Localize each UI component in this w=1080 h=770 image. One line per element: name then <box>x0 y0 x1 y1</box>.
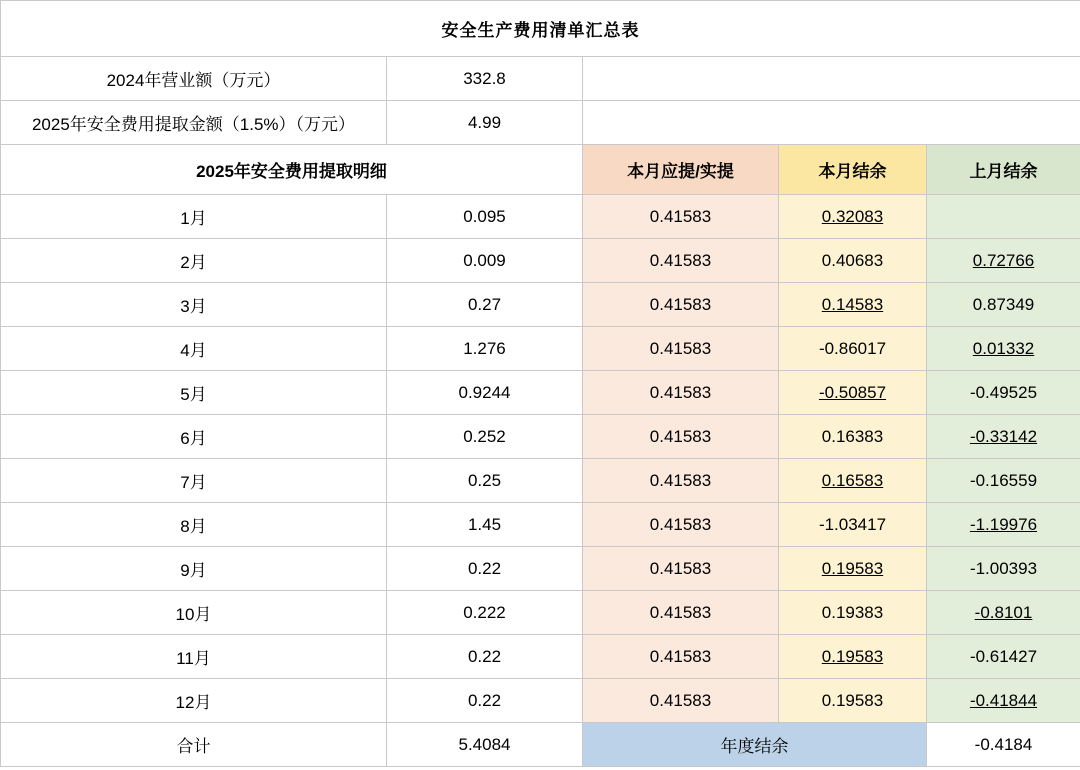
month-prev-balance <box>927 195 1080 239</box>
month-balance: 0.14583 <box>779 283 927 327</box>
month-label: 2月 <box>1 239 387 283</box>
page-title: 安全生产费用清单汇总表 <box>1 1 1080 57</box>
summary-label-revenue: 2024年营业额（万元） <box>1 57 387 101</box>
month-due: 0.41583 <box>583 415 779 459</box>
table-row <box>1 283 1080 327</box>
month-due: 0.41583 <box>583 679 779 723</box>
month-amount: 0.9244 <box>387 371 583 415</box>
month-amount: 0.252 <box>387 415 583 459</box>
table-row <box>1 371 1080 415</box>
table-row <box>1 635 1080 679</box>
month-prev-balance: -0.33142 <box>927 415 1080 459</box>
month-amount: 0.27 <box>387 283 583 327</box>
header-detail: 2025年安全费用提取明细 <box>1 145 583 195</box>
month-prev-balance: -1.00393 <box>927 547 1080 591</box>
month-prev-balance: 0.01332 <box>927 327 1080 371</box>
table-row <box>1 239 1080 283</box>
table-row <box>1 591 1080 635</box>
table-row <box>1 195 1080 239</box>
month-prev-balance: -0.8101 <box>927 591 1080 635</box>
month-balance: 0.19583 <box>779 679 927 723</box>
month-label: 5月 <box>1 371 387 415</box>
table-row <box>1 679 1080 723</box>
month-due: 0.41583 <box>583 459 779 503</box>
total-amount: 5.4084 <box>387 723 583 767</box>
month-label: 7月 <box>1 459 387 503</box>
month-amount: 0.22 <box>387 679 583 723</box>
month-balance: 0.32083 <box>779 195 927 239</box>
month-label: 12月 <box>1 679 387 723</box>
month-label: 9月 <box>1 547 387 591</box>
month-due: 0.41583 <box>583 327 779 371</box>
summary-label-extraction: 2025年安全费用提取金额（1.5%）（万元） <box>1 101 387 145</box>
month-due: 0.41583 <box>583 503 779 547</box>
month-label: 10月 <box>1 591 387 635</box>
year-balance-value: -0.4184 <box>927 723 1080 767</box>
month-label: 6月 <box>1 415 387 459</box>
month-balance: 0.16383 <box>779 415 927 459</box>
summary-row-extraction <box>1 101 1080 145</box>
month-due: 0.41583 <box>583 371 779 415</box>
month-balance: 0.19583 <box>779 547 927 591</box>
month-due: 0.41583 <box>583 195 779 239</box>
table-row <box>1 415 1080 459</box>
month-prev-balance: 0.87349 <box>927 283 1080 327</box>
month-due: 0.41583 <box>583 239 779 283</box>
month-balance: 0.16583 <box>779 459 927 503</box>
header-due: 本月应提/实提 <box>583 145 779 195</box>
table-row <box>1 503 1080 547</box>
month-balance: -1.03417 <box>779 503 927 547</box>
month-balance: 0.40683 <box>779 239 927 283</box>
month-amount: 1.45 <box>387 503 583 547</box>
total-row <box>1 723 1080 767</box>
month-amount: 0.222 <box>387 591 583 635</box>
table-row <box>1 327 1080 371</box>
month-prev-balance: 0.72766 <box>927 239 1080 283</box>
month-amount: 1.276 <box>387 327 583 371</box>
month-due: 0.41583 <box>583 283 779 327</box>
month-balance: -0.50857 <box>779 371 927 415</box>
blank-cell <box>583 101 1080 145</box>
month-label: 1月 <box>1 195 387 239</box>
summary-value-extraction: 4.99 <box>387 101 583 145</box>
title-row <box>1 1 1080 57</box>
month-due: 0.41583 <box>583 635 779 679</box>
month-balance: -0.86017 <box>779 327 927 371</box>
month-prev-balance: -0.16559 <box>927 459 1080 503</box>
blank-cell <box>583 57 1080 101</box>
table-row <box>1 547 1080 591</box>
month-label: 3月 <box>1 283 387 327</box>
header-balance: 本月结余 <box>779 145 927 195</box>
month-prev-balance: -0.41844 <box>927 679 1080 723</box>
month-balance: 0.19383 <box>779 591 927 635</box>
month-amount: 0.095 <box>387 195 583 239</box>
summary-value-revenue: 332.8 <box>387 57 583 101</box>
header-prev-balance: 上月结余 <box>927 145 1080 195</box>
month-amount: 0.009 <box>387 239 583 283</box>
month-amount: 0.22 <box>387 635 583 679</box>
month-label: 8月 <box>1 503 387 547</box>
month-prev-balance: -1.19976 <box>927 503 1080 547</box>
month-label: 4月 <box>1 327 387 371</box>
month-due: 0.41583 <box>583 547 779 591</box>
total-label: 合计 <box>1 723 387 767</box>
summary-row-revenue <box>1 57 1080 101</box>
month-amount: 0.25 <box>387 459 583 503</box>
month-balance: 0.19583 <box>779 635 927 679</box>
month-amount: 0.22 <box>387 547 583 591</box>
month-due: 0.41583 <box>583 591 779 635</box>
header-row <box>1 145 1080 195</box>
month-prev-balance: -0.61427 <box>927 635 1080 679</box>
year-balance-label: 年度结余 <box>583 723 927 767</box>
month-label: 11月 <box>1 635 387 679</box>
month-prev-balance: -0.49525 <box>927 371 1080 415</box>
table-row <box>1 459 1080 503</box>
